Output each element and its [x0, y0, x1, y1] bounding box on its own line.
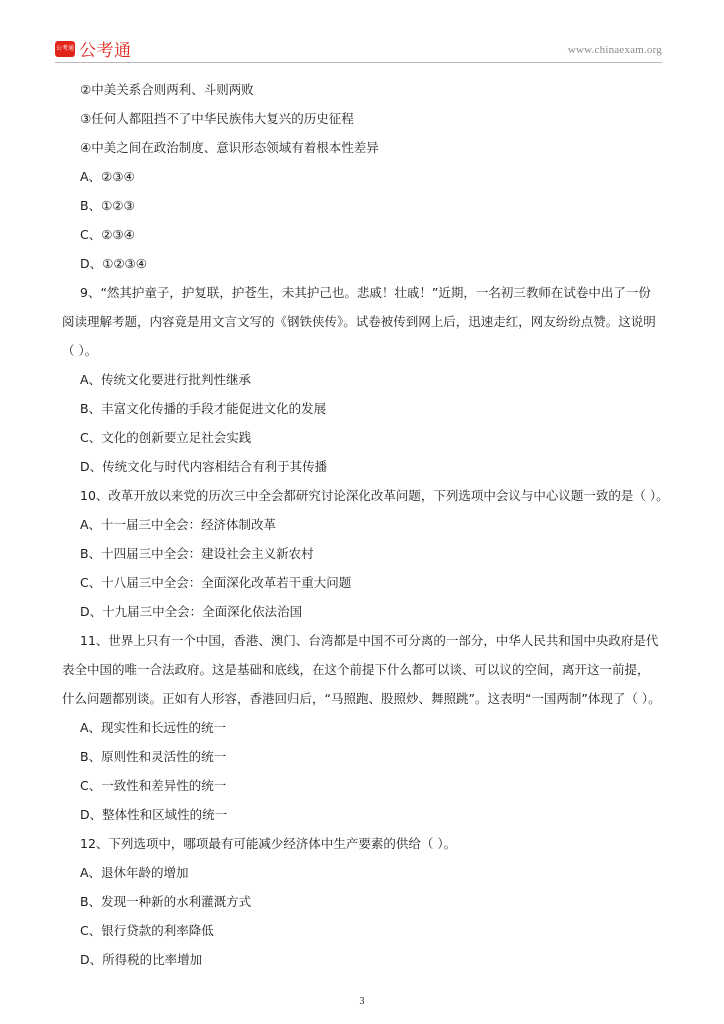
option-line: A、②③④ — [80, 169, 135, 184]
logo-text: 公考通 — [79, 41, 132, 61]
option-c: C、一致性和差异性的统一 — [80, 778, 227, 793]
question-text: 9、“然其护童子，护复联，护苍生，未其护己也。悲戚！壮戚！”近期，一名初三教师在试卷中出了一份 — [80, 285, 651, 300]
logo[interactable] — [55, 36, 132, 61]
option-b: B、原则性和灵活性的统一 — [80, 749, 227, 764]
question-text: 11、世界上只有一个中国，香港、澳门、台湾都是中国不可分离的一部分，中华人民共和国中央政府是代 — [80, 633, 659, 648]
option-a: A、退休年龄的增加 — [80, 865, 189, 880]
option-line: C、②③④ — [80, 227, 135, 242]
option-d: D、整体性和区域性的统一 — [80, 807, 228, 822]
option-b: B、丰富文化传播的手段才能促进文化的发展 — [80, 401, 327, 416]
option-line: ③任何人都阻挡不了中华民族伟大复兴的历史征程 — [80, 111, 354, 126]
option-d: D、传统文化与时代内容相结合有利于其传播 — [80, 459, 328, 474]
question-9 — [62, 278, 668, 365]
logo-badge-icon: 公考通 — [55, 41, 75, 57]
question-10 — [62, 481, 668, 510]
header-divider — [55, 62, 662, 63]
question-text: 12、下列选项中，哪项最有可能减少经济体中生产要素的供给（ ）。 — [80, 836, 457, 851]
option-line: B、①②③ — [80, 198, 135, 213]
option-b: B、十四届三中全会：建设社会主义新农村 — [80, 546, 314, 561]
option-a: A、传统文化要进行批判性继承 — [80, 372, 252, 387]
question-12 — [62, 829, 668, 858]
option-b: B、发现一种新的水利灌溉方式 — [80, 894, 252, 909]
question-text: 10、改革开放以来党的历次三中全会都研究讨论深化改革问题，下列选项中会议与中心议题一致的是（ ）。 — [80, 488, 669, 503]
option-line: ④中美之间在政治制度、意识形态领域有着根本性差异 — [80, 140, 379, 155]
option-a: A、现实性和长远性的统一 — [80, 720, 227, 735]
page-number: 3 — [359, 996, 365, 1007]
question-text: 表全中国的唯一合法政府。这是基础和底线，在这个前提下什么都可以谈、可以议的空间，离开这一前提， — [62, 662, 650, 677]
site-url[interactable]: www.chinaexam.org — [567, 44, 662, 56]
option-d: D、所得税的比率增加 — [80, 952, 203, 967]
question-text: 什么问题都别谈。正如有人形容，香港回归后，“马照跑、股照炒、舞照跳”。这表明“一国两制”体现了（ ）。 — [62, 691, 661, 706]
option-c: C、银行贷款的利率降低 — [80, 923, 214, 938]
question-11 — [62, 626, 668, 713]
question-text: （ ）。 — [62, 343, 98, 358]
option-line: ②中美关系合则两利、斗则两败 — [80, 82, 254, 97]
page-header — [0, 0, 724, 64]
option-d: D、十九届三中全会：全面深化依法治国 — [80, 604, 303, 619]
document-body — [62, 75, 668, 974]
question-text: 阅读理解考题，内容竟是用文言文写的《钢铁侠传》。试卷被传到网上后，迅速走红，网友纷纷点赞。这说明 — [62, 314, 656, 329]
option-line: D、①②③④ — [80, 256, 147, 271]
option-a: A、十一届三中全会：经济体制改革 — [80, 517, 277, 532]
option-c: C、十八届三中全会：全面深化改革若干重大问题 — [80, 575, 352, 590]
option-c: C、文化的创新要立足社会实践 — [80, 430, 252, 445]
